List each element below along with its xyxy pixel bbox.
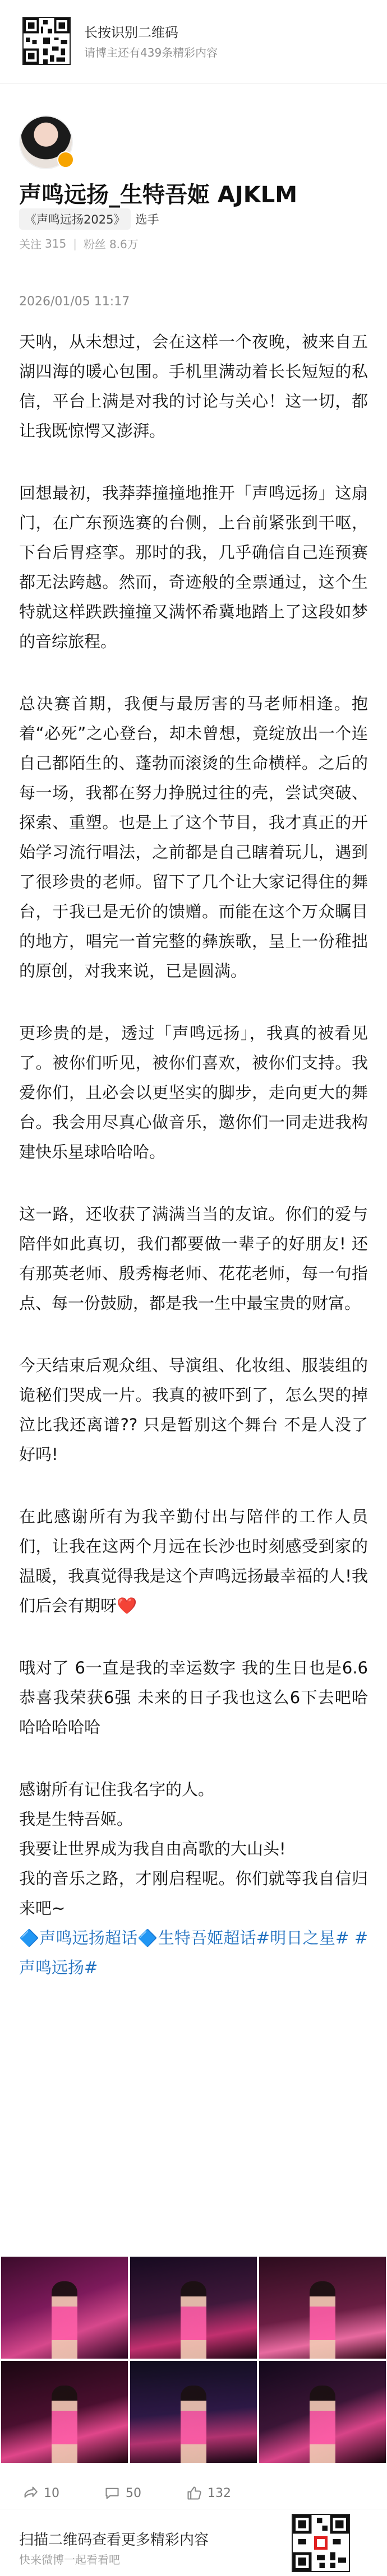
post-paragraph: 回想最初，我莽莽撞撞地推开「声鸣远扬」这扇门，在广东预选赛的台侧，上台前紧张到干呕，下台后胃痉挛。那时的我，几乎确信自己连预赛都无法跨越。然而，奇迹般的全票通过，这个生特就这样跌跌撞撞又满怀希冀地踏上了这段如梦的音综旅程。 xyxy=(19,483,368,651)
like-button[interactable] xyxy=(186,2485,231,2501)
bottom-banner xyxy=(0,2509,387,2576)
heart-icon: ❤️ xyxy=(117,1596,137,1615)
post-paragraph: 总决赛首期，我便与最厉害的马老师相逢。抱着“必死”之心登台，却未曾想，竟绽放出一个连自己都陌生的、蓬勃而滚烫的生命横样。之后的每一场，我都在努力挣脱过往的壳，尝试突破、探索、重塑。也是上了这个节目，我才真正的开始学习流行唱法，之前都是自己瞎着玩儿，遇到了很珍贵的老师。留下了几个让大家记得住的舞台，于我已是无价的馈赠。而能在这个万众瞩目的地方，唱完一首完整的彝族歌，呈上一份稚拙的原创，对我来说，已是圆满。 xyxy=(19,694,368,980)
qr-code-icon[interactable] xyxy=(22,17,71,65)
post-paragraph: 今天结束后观众组、导演组、化妆组、服装组的诡秘们哭成一片。我真的被吓到了，怎么哭的掉泣比我还离谱?? 只是暂别这个舞台 不是人没了好吗! xyxy=(19,1356,368,1464)
gallery-image[interactable] xyxy=(259,2257,386,2359)
gallery-image[interactable] xyxy=(130,2257,257,2359)
action-bar xyxy=(0,2476,387,2510)
share-count: 10 xyxy=(44,2486,59,2500)
post-paragraph: 哦对了 6一直是我的幸运数字 我的生日也是6.6 恭喜我荣获6强 未来的日子我也这么6下去吧哈哈哈哈哈哈 xyxy=(19,1658,368,1737)
post-paragraph: 更珍贵的是，透过「声鸣远扬」，我真的被看见了。被你们听见，被你们喜欢，被你们支持。我爱你们，且必会以更坚实的脚步，走向更大的舞台。我会用尽真心做音乐，邀你们一同走进我构建快乐星球哈哈哈。 xyxy=(19,1024,368,1161)
post-timestamp: 2026/01/05 11:17 xyxy=(19,295,130,309)
fans-label: 粉丝 xyxy=(83,238,106,251)
fans-count: 8.6万 xyxy=(109,238,139,251)
post-topic-tags[interactable]: 🔷声鸣远扬超话🔷生特吾姬超话#明日之星# #声鸣远扬# xyxy=(19,1928,368,1977)
thumbs-up-icon xyxy=(186,2485,202,2501)
comment-icon xyxy=(104,2485,120,2501)
verified-badge-icon xyxy=(57,151,74,168)
avatar[interactable] xyxy=(19,115,73,169)
share-icon xyxy=(22,2485,38,2501)
gallery-image[interactable] xyxy=(259,2361,386,2463)
bottom-banner-title: 扫描二维码查看更多精彩内容 xyxy=(19,2532,209,2549)
author-role: 选手 xyxy=(135,213,159,226)
author-tag: 《声鸣远扬2025》 xyxy=(19,208,131,230)
post-paragraph-with-heart xyxy=(19,1502,368,1621)
image-gallery xyxy=(1,2257,386,2463)
share-button[interactable] xyxy=(22,2485,59,2501)
post-body xyxy=(19,327,368,1983)
banner-title: 长按识别二维码 xyxy=(84,25,178,40)
gallery-image[interactable] xyxy=(130,2361,257,2463)
post-paragraph: 在此感谢所有为我辛勤付出与陪伴的工作人员们，让我在这两个月远在长沙也时刻感受到家的温暖，我真觉得我是这个声鸣远扬最幸福的人!我们后会有期呀 xyxy=(19,1507,368,1615)
followers-count: 315 xyxy=(45,236,67,250)
top-banner xyxy=(0,0,387,84)
post-paragraph: 我的音乐之路，才刚启程呢。你们就等我自信归来吧~ xyxy=(19,1869,368,1918)
post-paragraph: 我是生特吾姬。 xyxy=(19,1810,133,1829)
author-tag-row xyxy=(19,208,159,230)
author-nickname[interactable]: 声鸣远扬_生特吾姬 AJKLM xyxy=(19,182,298,208)
gallery-image[interactable] xyxy=(1,2361,128,2463)
gallery-image[interactable] xyxy=(1,2257,128,2359)
comment-button[interactable] xyxy=(104,2485,141,2501)
post-paragraph: 我要让世界成为我自由高歌的大山头! xyxy=(19,1839,286,1858)
post-paragraph: 这一路，还收获了满满当当的友谊。你们的爱与陪伴如此真切，我们都要做一辈子的好朋友! 还有那英老师、殷秀梅老师、花花老师，每一句指点、每一份鼓励，都是我一生中最宝贵的财富。 xyxy=(19,1205,368,1313)
followers-label: 关注 xyxy=(19,238,42,251)
author-stats xyxy=(19,235,139,252)
stats-divider: | xyxy=(73,236,77,250)
like-count: 132 xyxy=(208,2486,231,2500)
banner-subtitle: 请博主还有439条精彩内容 xyxy=(84,46,218,59)
post-paragraph: 天呐，从未想过，会在这样一个夜晚，被来自五湖四海的暖心包围。手机里满动着长长短短的私信，平台上满是对我的讨论与关心！这一切，都让我既惊愕又澎湃。 xyxy=(19,332,368,440)
bottom-banner-subtitle: 快来微博一起看看吧 xyxy=(19,2553,120,2566)
qr-code-icon[interactable] xyxy=(292,2514,350,2572)
post-paragraph: 感谢所有记住我名字的人。 xyxy=(19,1780,215,1799)
comment-count: 50 xyxy=(126,2486,141,2500)
